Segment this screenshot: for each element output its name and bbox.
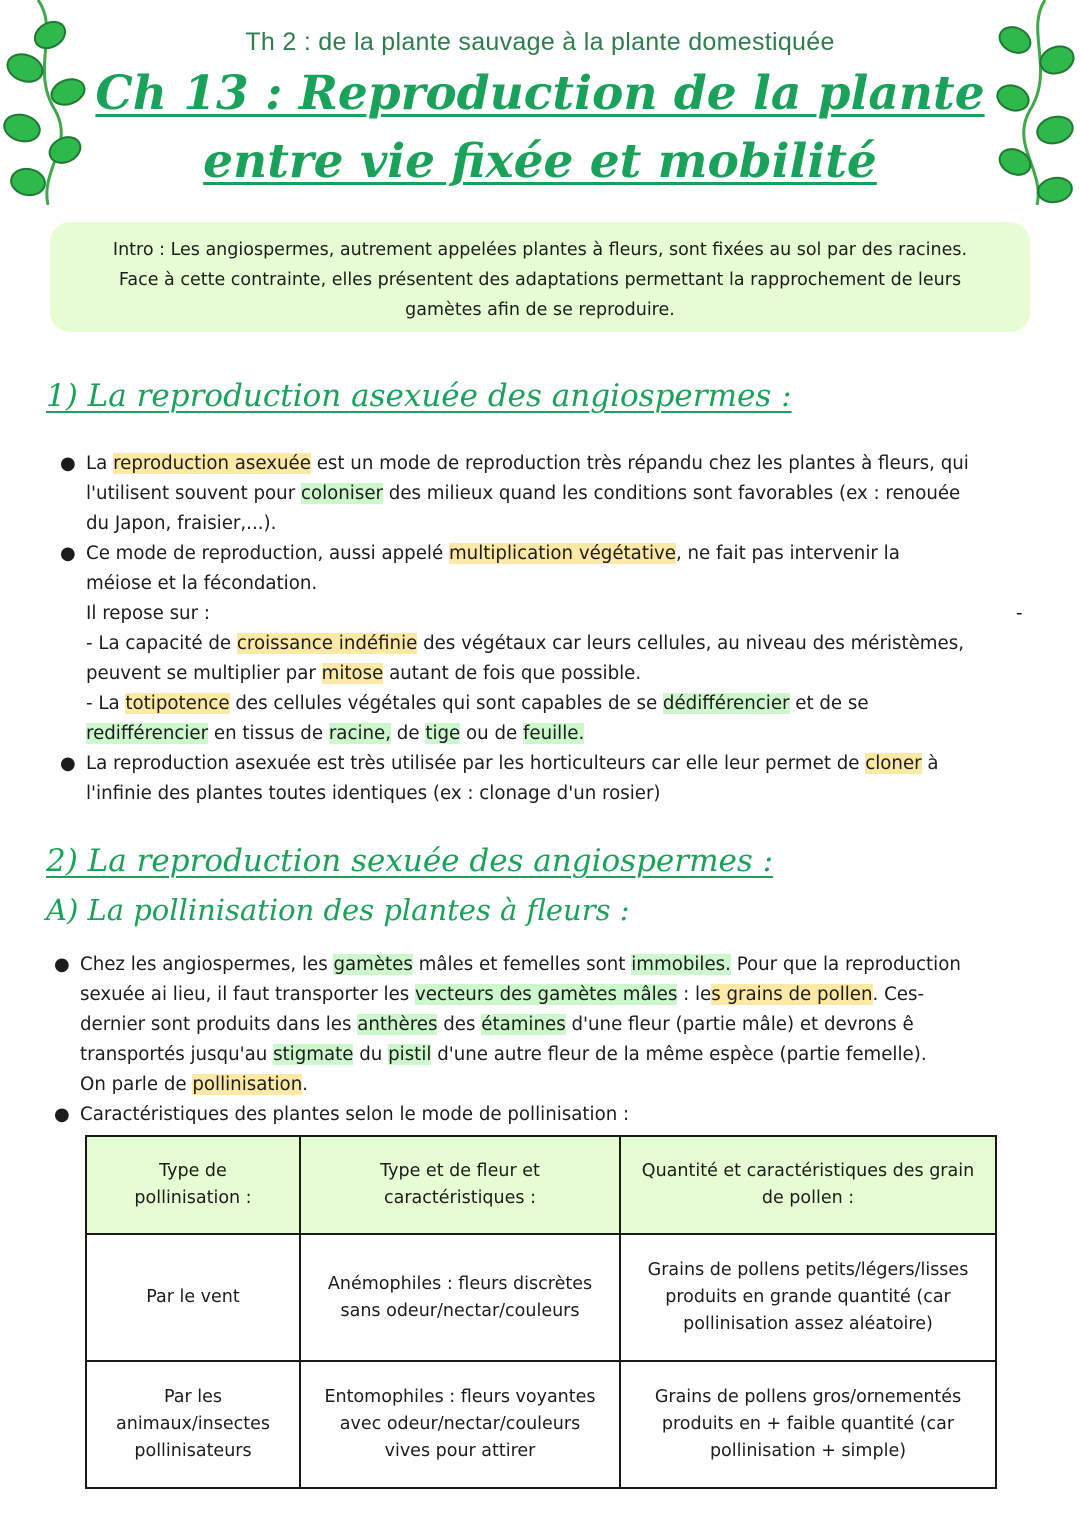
paragraph-line: ● La reproduction asexuée est très utilisée par les horticulteurs car elle leur permet de cloner à	[86, 749, 969, 779]
paragraph-line: ● Chez les angiospermes, les gamètes mâles et femelles sont immobiles. Pour que la reproduction	[80, 950, 961, 980]
bullet-icon: ●	[60, 753, 76, 774]
paragraph-line: sexuée ai lieu, il faut transporter les vecteurs des gamètes mâles : les grains de pollen. Ces-	[80, 984, 925, 1005]
section2-body	[54, 950, 961, 1130]
table-header-cell: Type et de fleur et caractéristiques :	[300, 1136, 620, 1234]
pollination-table	[85, 1135, 997, 1489]
section1-body	[60, 449, 1023, 809]
intro-line: Intro : Les angiospermes, autrement appelées plantes à fleurs, sont fixées au sol par des racines.	[112, 240, 968, 260]
table-row	[86, 1361, 996, 1488]
paragraph-line: peuvent se multiplier par mitose autant de fois que possible.	[86, 663, 642, 684]
table-cell: Entomophiles : fleurs voyantes avec odeur/nectar/couleurs vives pour attirer	[300, 1361, 620, 1488]
bullet-icon: ●	[54, 954, 70, 975]
paragraph-line: l'infinie des plantes toutes identiques (ex : clonage d'un rosier)	[86, 783, 661, 804]
paragraph-line: du Japon, fraisier,...).	[86, 513, 277, 534]
paragraph-line: l'utilisent souvent pour coloniser des milieux quand les conditions sont favorables (ex : renouée	[86, 483, 961, 504]
table-header-cell: Type de pollinisation :	[86, 1136, 300, 1234]
bullet-icon: ●	[60, 543, 76, 564]
paragraph-line: ● Caractéristiques des plantes selon le mode de pollinisation :	[80, 1100, 961, 1130]
table-header-cell: Quantité et caractéristiques des grain de pollen :	[620, 1136, 996, 1234]
bullet-icon: ●	[60, 453, 76, 474]
chapter-title-line2: entre vie fixée et mobilité	[203, 134, 877, 189]
paragraph-line: On parle de pollinisation.	[80, 1074, 309, 1095]
paragraph-line: transportés jusqu'au stigmate du pistil d'une autre fleur de la même espèce (partie femelle).	[80, 1044, 927, 1065]
table-cell: Par le vent	[86, 1234, 300, 1361]
intro-line: gamètes afin de se reproduire.	[405, 300, 675, 320]
paragraph-line: ● Ce mode de reproduction, aussi appelé multiplication végétative, ne fait pas intervenir la	[86, 539, 969, 569]
paragraph-line: redifférencier en tissus de racine, de tige ou de feuille.	[86, 723, 585, 744]
table-cell: Grains de pollens petits/légers/lisses produits en grande quantité (car pollinisation assez aléatoire)	[620, 1234, 996, 1361]
section1-heading: 1) La reproduction asexuée des angiospermes :	[46, 378, 792, 414]
section2-heading: 2) La reproduction sexuée des angiospermes :	[46, 843, 774, 879]
paragraph-line: dernier sont produits dans les anthères des étamines d'une fleur (partie mâle) et devrons ê	[80, 1014, 914, 1035]
paragraph-line: Il repose sur : -	[86, 603, 1023, 624]
table-header-row	[86, 1136, 996, 1234]
intro-box	[50, 222, 1030, 332]
paragraph-line: méiose et la fécondation.	[86, 573, 318, 594]
bullet-icon: ●	[54, 1104, 70, 1125]
table-cell: Grains de pollens gros/ornementés produits en + faible quantité (car pollinisation + simple)	[620, 1361, 996, 1488]
paragraph-line: ● La reproduction asexuée est un mode de reproduction très répandu chez les plantes à fleurs, qui	[86, 449, 969, 479]
paragraph-line: - La totipotence des cellules végétales qui sont capables de se dédifférencier et de se	[86, 693, 869, 714]
paragraph-line: - La capacité de croissance indéfinie des végétaux car leurs cellules, au niveau des méristèmes,	[86, 633, 964, 654]
intro-line: Face à cette contrainte, elles présentent des adaptations permettant la rapprochement de leurs	[118, 270, 962, 290]
section2-subheading: A) La pollinisation des plantes à fleurs :	[46, 893, 630, 927]
chapter-title-line1: Ch 13 : Reproduction de la plante	[95, 66, 985, 121]
table-row	[86, 1234, 996, 1361]
table-cell: Anémophiles : fleurs discrètes sans odeur/nectar/couleurs	[300, 1234, 620, 1361]
table-cell: Par les animaux/insectes pollinisateurs	[86, 1361, 300, 1488]
theme-heading: Th 2 : de la plante sauvage à la plante domestiquée	[245, 28, 835, 56]
